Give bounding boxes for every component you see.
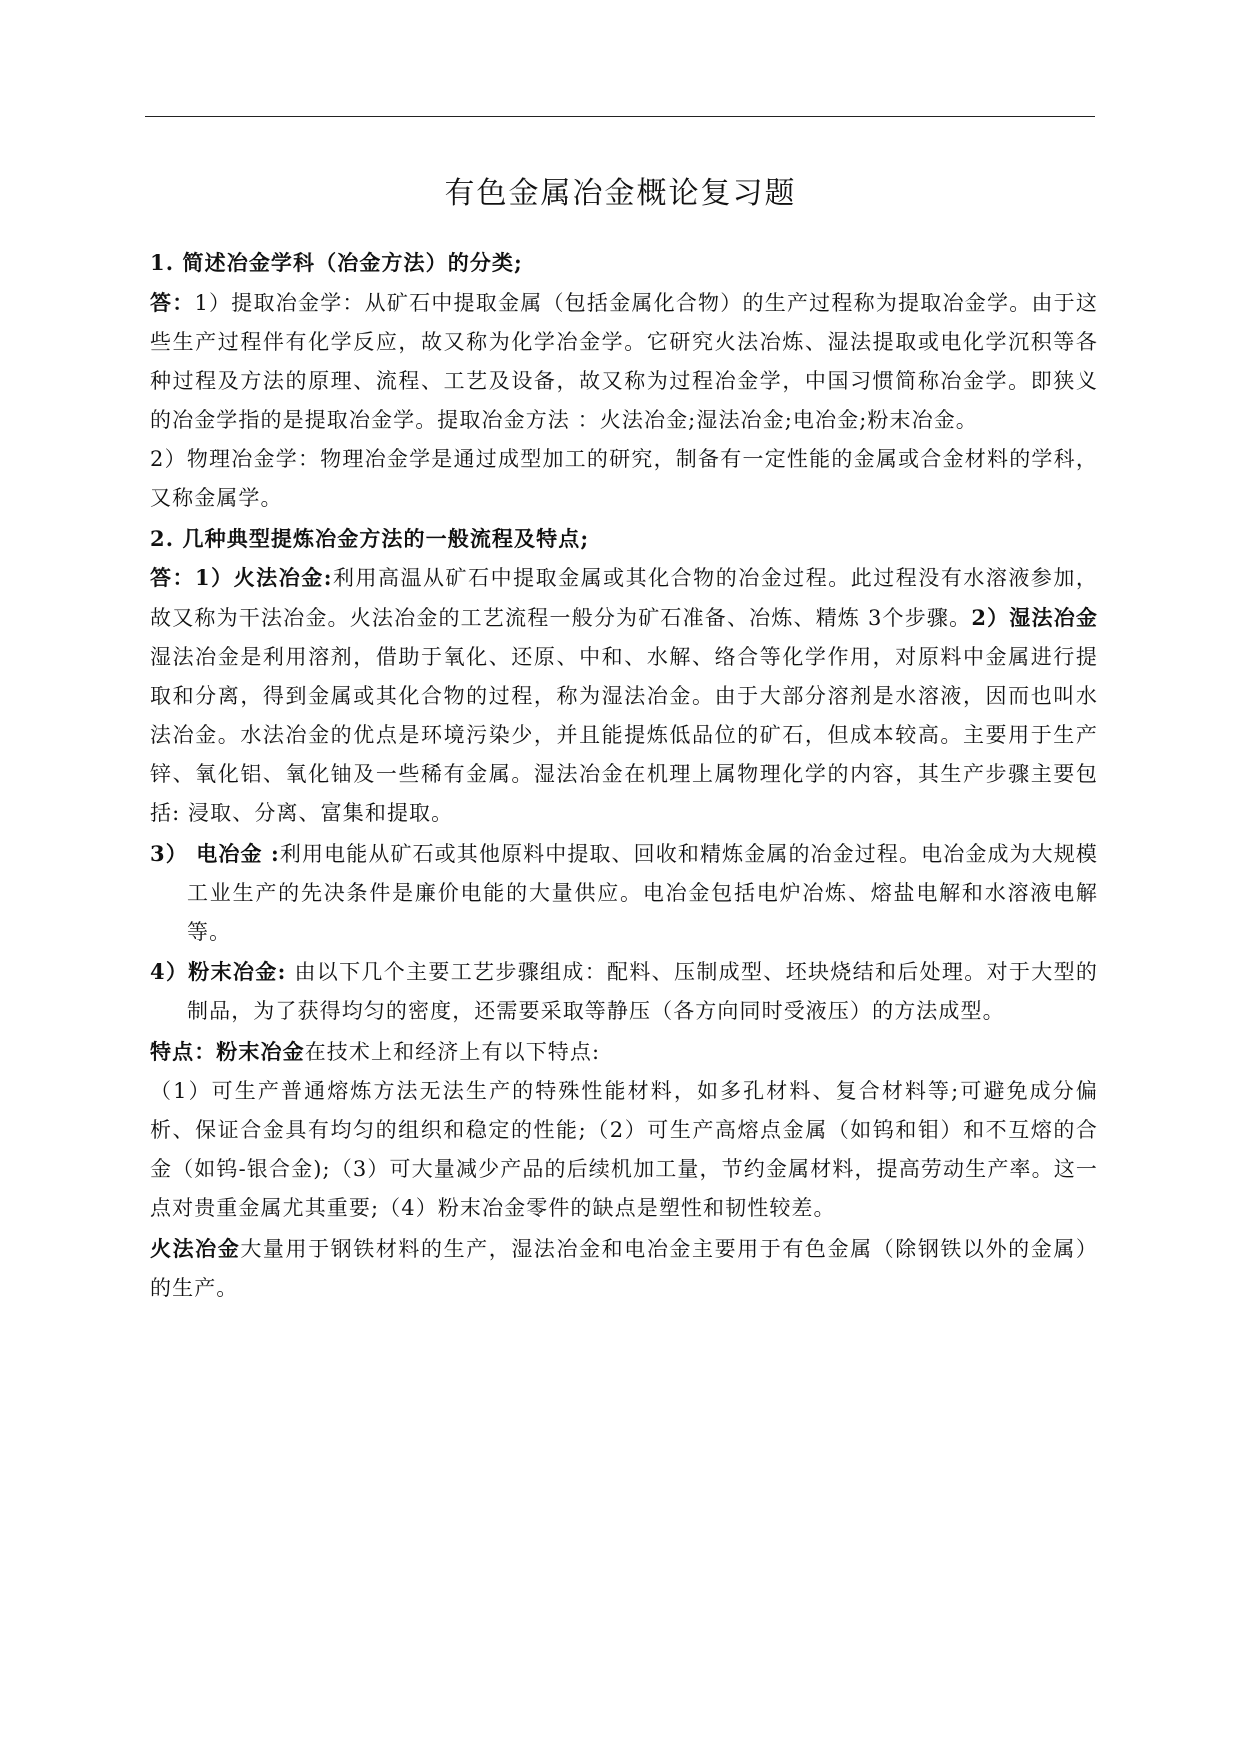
- pyrometallurgy-label: 1）火法冶金:: [195, 565, 333, 590]
- hydrometallurgy-label: 2）湿法冶金: [971, 605, 1098, 630]
- question-1-heading: 1. 简述冶金学科（冶金方法）的分类;: [150, 250, 523, 275]
- features-body: （1）可生产普通熔炼方法无法生产的特殊性能材料，如多孔材料、复合材料等;可避免成分偏析、保证合金具有均匀的组织和稳定的性能;（2）可生产高熔点金属（如钨和钼）和不互熔的合金（如钨-银合金);（3）可大量减少产品的后续机加工量，节约金属材料，提高劳动生产率。这一点对贵重金属尤其重要;（4）粉末冶金零件的缺点是塑性和韧性较差。: [150, 1079, 1098, 1220]
- electrometallurgy-label: 3） 电冶金 :: [150, 840, 280, 866]
- electrometallurgy-item: [150, 834, 1098, 952]
- powder-metallurgy-item: [150, 952, 1098, 1031]
- features-label: 特点：粉末冶金: [150, 1038, 305, 1064]
- electrometallurgy-text: 利用电能从矿石或其他原料中提取、回收和精炼金属的冶金过程。电冶金成为大规模工业生产的先决条件是廉价电能的大量供应。电冶金包括电炉冶炼、熔盐电解和水溶液电解等。: [187, 841, 1098, 944]
- question-1-answer-2: 2）物理冶金学：物理冶金学是通过成型加工的研究，制备有一定性能的金属或合金材料的学科，又称金属学。: [150, 447, 1098, 510]
- powder-metallurgy-label: 4）粉末冶金:: [150, 959, 287, 984]
- summary-label: 火法冶金: [150, 1235, 241, 1261]
- document-body: [150, 243, 1098, 1308]
- summary-paragraph: [150, 1229, 1098, 1308]
- answer-text: 1）提取冶金学：从矿石中提取金属（包括金属化合物）的生产过程称为提取冶金学。由于这些生产过程伴有化学反应，故又称为化学冶金学。它研究火法冶炼、湿法提取或电化学沉积等各种过程及方法的原理、流程、工艺及设备，故又称为过程冶金学，中国习惯简称冶金学。即狭义的冶金学指的是提取冶金学。提取冶金方法 ：火法冶金;湿法冶金;电冶金;粉末冶金。: [150, 290, 1098, 432]
- powder-metallurgy-text: 由以下几个主要工艺步骤组成：配料、压制成型、坯块烧结和后处理。对于大型的制品，为了获得均匀的密度，还需要采取等静压（各方向同时受液压）的方法成型。: [187, 960, 1098, 1023]
- page-title: 有色金属冶金概论复习题: [444, 176, 797, 211]
- answer-label: 答：: [150, 289, 195, 315]
- summary-text: 大量用于钢铁材料的生产，湿法冶金和电冶金主要用于有色金属（除钢铁以外的金属）的生产。: [150, 1236, 1099, 1300]
- header-rule: [145, 116, 1095, 117]
- question-2-answer-main: [150, 558, 1098, 833]
- pyrometallurgy-text: 利用高温从矿石中提取金属或其化合物的冶金过程。此过程没有水溶液参加，故又称为干法冶金。火法冶金的工艺流程一般分为矿石准备、冶炼、精炼 3个步骤。: [150, 566, 1098, 630]
- question-2-heading: 2. 几种典型提炼冶金方法的一般流程及特点;: [150, 525, 590, 551]
- question-1-answer-1: [150, 283, 1098, 440]
- features-heading: [150, 1032, 1098, 1072]
- features-text: 在技术上和经济上有以下特点:: [304, 1039, 601, 1064]
- hydrometallurgy-text: 湿法冶金是利用溶剂，借助于氧化、还原、中和、水解、络合等化学作用，对原料中金属进行提取和分离，得到金属或其化合物的过程，称为湿法冶金。由于大部分溶剂是水溶液，因而也叫水法冶金。水法冶金的优点是环境污染少，并且能提炼低品位的矿石，但成本较高。主要用于生产锌、氧化铝、氧化铀及一些稀有金属。湿法冶金在机理上属物理化学的内容，其生产步骤主要包括: 浸取、分离、富集和提取。: [150, 645, 1098, 825]
- answer-label: 答：: [150, 565, 196, 590]
